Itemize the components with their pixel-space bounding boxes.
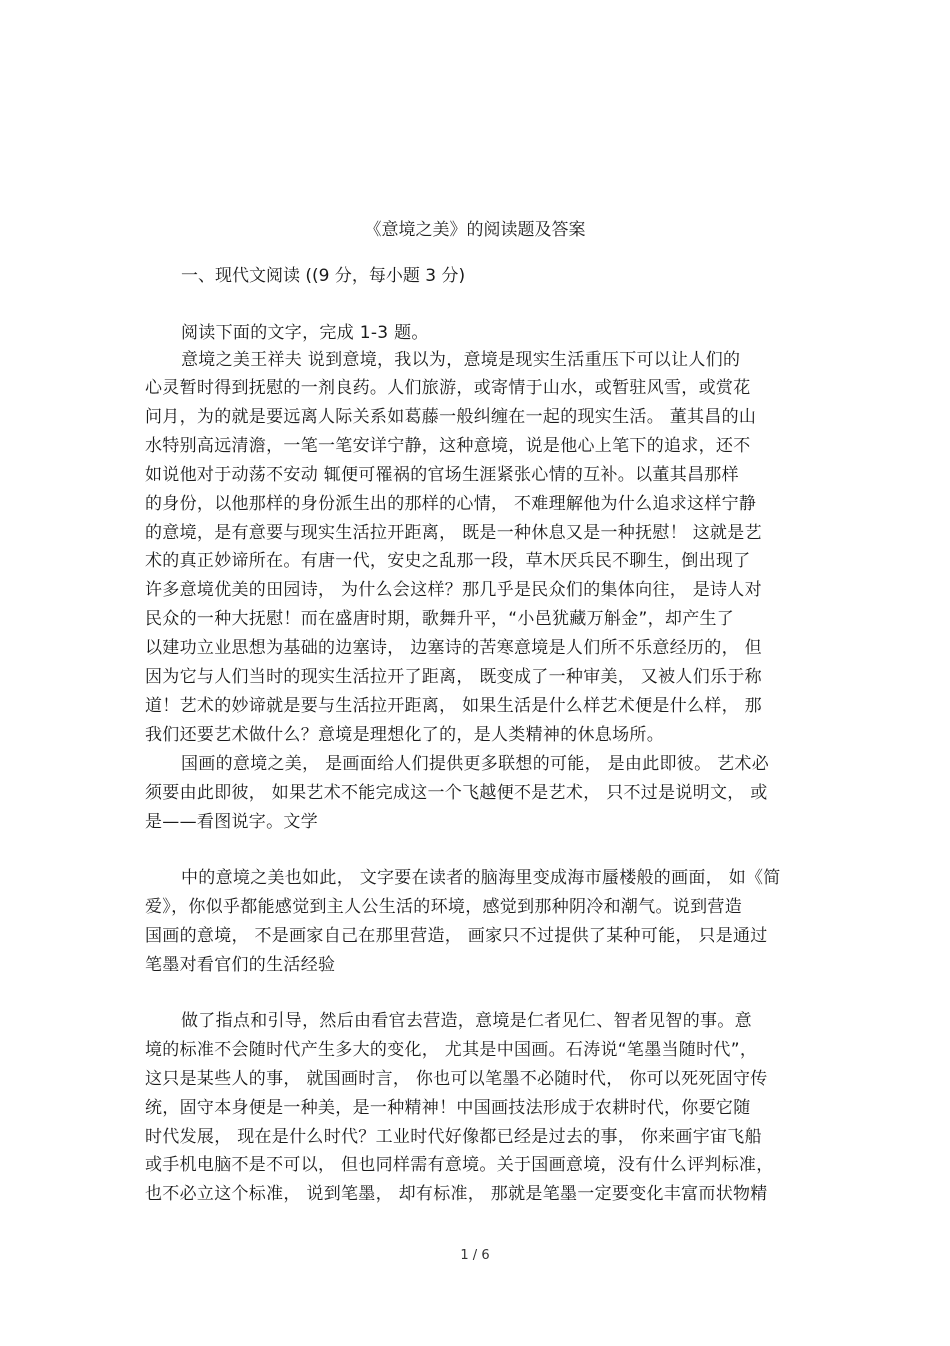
text-line: 的意境，是有意要与现实生活拉开距离， 既是一种休息又是一种抚慰！ 这就是艺	[145, 523, 762, 543]
text-line: 如说他对于动荡不安动 辄便可罹祸的官场生涯紧张心情的互补。以董其昌那样	[145, 465, 739, 485]
text-line: 或手机电脑不是不可以， 但也同样需有意境。关于国画意境，没有什么评判标准，	[145, 1155, 774, 1175]
text-line: 须要由此即彼， 如果艺术不能完成这一个飞越便不是艺术， 只不过是说明文， 或	[145, 783, 768, 803]
text-line: 以建功立业思想为基础的边塞诗， 边塞诗的苦寒意境是人们所不乐意经历的， 但	[145, 638, 762, 658]
text-line: 道！艺术的妙谛就是要与生活拉开距离， 如果生活是什么样艺术便是什么样， 那	[145, 696, 762, 716]
text-line: 阅读下面的文字，完成 1-3 题。	[181, 323, 429, 343]
text-line: 中的意境之美也如此， 文字要在读者的脑海里变成海市蜃楼般的画面， 如《简	[181, 868, 781, 888]
text-line: 我们还要艺术做什么？意境是理想化了的，是人类精神的休息场所。	[145, 725, 664, 745]
page-number: 1 / 6	[460, 1248, 490, 1263]
text-line: 做了指点和引导，然后由看官去营造，意境是仁者见仁、智者见智的事。意	[181, 1011, 752, 1031]
text-line: 术的真正妙谛所在。有唐一代，安史之乱那一段，草木厌兵民不聊生，倒出现了	[145, 551, 751, 571]
text-line: 问月，为的就是要远离人际关系如葛藤一般纠缠在一起的现实生活。 董其昌的山	[145, 407, 757, 427]
text-line: 的身份，以他那样的身份派生出的那样的心情， 不难理解他为什么追求这样宁静	[145, 494, 757, 514]
text-line: 意境之美王祥夫 说到意境，我以为，意境是现实生活重压下可以让人们的	[181, 350, 741, 370]
text-line: 许多意境优美的田园诗， 为什么会这样？那几乎是民众们的集体向往， 是诗人对	[145, 580, 762, 600]
text-line: 因为它与人们当时的现实生活拉开了距离， 既变成了一种审美， 又被人们乐于称	[145, 667, 762, 687]
text-line: 心灵暂时得到抚慰的一剂良药。人们旅游，或寄情于山水，或暂驻风雪，或赏花	[145, 378, 751, 398]
text-line: 时代发展， 现在是什么时代？工业时代好像都已经是过去的事， 你来画宇宙飞船	[145, 1127, 762, 1147]
text-line: 笔墨对看官们的生活经验	[145, 955, 336, 975]
document-title: 《意境之美》的阅读题及答案	[364, 220, 586, 240]
text-line: 国画的意境， 不是画家自己在那里营造， 画家只不过提供了某种可能， 只是通过	[145, 926, 768, 946]
text-line: 爱》，你似乎都能感觉到主人公生活的环境，感觉到那种阴冷和潮气。说到营造	[145, 897, 742, 917]
text-line: 统，固守本身便是一种美，是一种精神！中国画技法形成于农耕时代，你要它随	[145, 1098, 751, 1118]
section-heading: 一、现代文阅读 ((9 分，每小题 3 分)	[181, 266, 466, 286]
text-line: 这只是某些人的事， 就国画时言， 你也可以笔墨不必随时代， 你可以死死固守传	[145, 1069, 768, 1089]
text-line: 民众的一种大抚慰！而在盛唐时期，歌舞升平，“小邑犹藏万斛金”，却产生了	[145, 609, 735, 629]
text-line: 是——看图说字。文学	[145, 812, 318, 832]
text-line: 水特别高远清澹，一笔一笔安详宁静，这种意境，说是他心上笔下的追求，还不	[145, 436, 751, 456]
text-line: 也不必立这个标准， 说到笔墨， 却有标准， 那就是笔墨一定要变化丰富而状物精	[145, 1184, 768, 1204]
text-line: 境的标准不会随时代产生多大的变化， 尤其是中国画。石涛说“笔墨当随时代”，	[145, 1040, 758, 1060]
text-line: 国画的意境之美， 是画面给人们提供更多联想的可能， 是由此即彼。 艺术必	[181, 754, 770, 774]
